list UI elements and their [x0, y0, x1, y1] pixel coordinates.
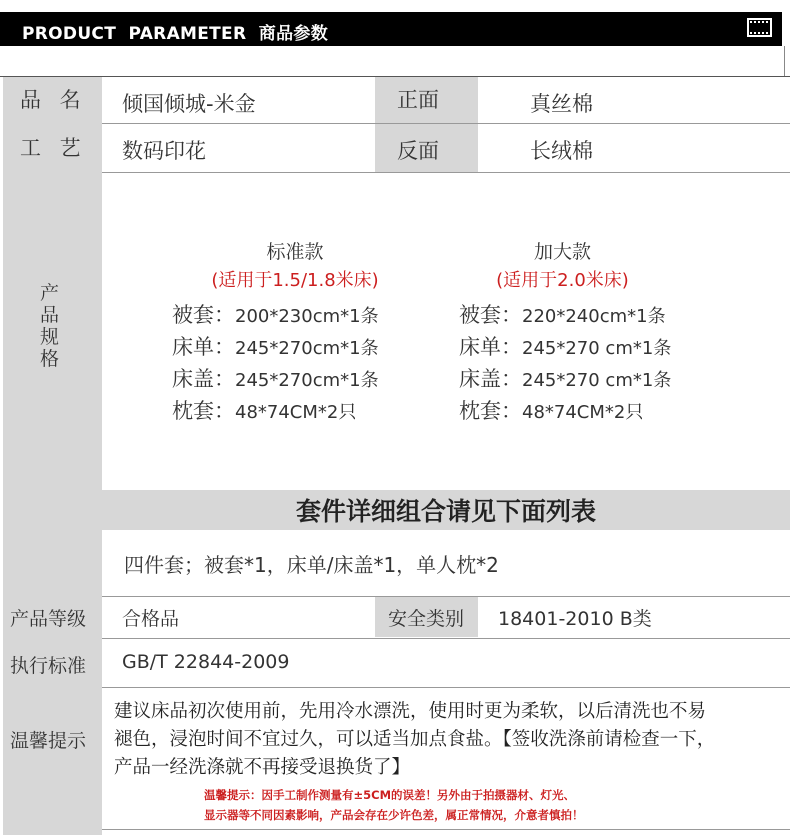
spec-standard-item: [172, 300, 430, 332]
spec-large-subtitle: (适用于2.0米床): [496, 270, 629, 291]
divider: [102, 687, 790, 688]
spec-standard-item: [172, 396, 430, 428]
standard-label: 执行标准: [10, 655, 87, 677]
tips-label: 温馨提示: [10, 730, 87, 752]
safety-value: 18401-2010 B类: [498, 608, 652, 630]
name-value: 倾国倾城-米金: [122, 92, 256, 116]
divider: [102, 638, 790, 639]
label-column: [3, 77, 102, 835]
back-value: 长绒棉: [530, 139, 593, 163]
spec-standard-subtitle: (适用于1.5/1.8米床): [211, 270, 379, 291]
front-value: 真丝棉: [530, 92, 593, 116]
tips-line: 褪色，浸泡时间不宜过久，可以适当加点食盐。【签收洗涤前请检查一下，: [114, 729, 716, 750]
tips-text: [114, 698, 715, 782]
spec-large-item-value: 220*240cm*1条: [522, 306, 666, 327]
divider: [102, 172, 790, 173]
divider: [102, 829, 790, 830]
spec-standard-item-value: 200*230cm*1条: [235, 306, 379, 327]
spec-standard-item-value: 48*74CM*2只: [235, 402, 357, 423]
divider: [102, 123, 790, 124]
divider: [784, 46, 785, 76]
spec-standard-item-key: 床盖：: [172, 367, 235, 391]
spec-standard-item-key: 枕套：: [172, 399, 235, 423]
spec-standard-title: 标准款: [266, 241, 324, 263]
section-header: [0, 12, 782, 46]
spec-large-item: [459, 396, 725, 428]
name-label: 品 名: [20, 88, 87, 112]
grade-value: 合格品: [122, 608, 180, 630]
spec-large-item: [459, 300, 725, 332]
tips-warning-line: 温馨提示：因手工制作测量有±5CM的误差！另外由于拍摄器材、灯光、: [204, 788, 576, 802]
set-detail-content: 四件套；被套*1，床单/床盖*1，单人枕*2: [124, 553, 499, 577]
spec-standard-item: [172, 332, 430, 364]
spec-standard-item-value: 245*270cm*1条: [235, 370, 379, 391]
film-strip-icon: [747, 18, 772, 37]
spec-large-item-value: 245*270 cm*1条: [522, 370, 672, 391]
tips-line: 建议床品初次使用前，先用冷水漂洗，使用时更为柔软，以后清洗也不易: [114, 701, 707, 722]
spec-large-item-value: 48*74CM*2只: [522, 402, 644, 423]
spec-large-item-key: 床单：: [459, 335, 522, 359]
spec-large-item-key: 枕套：: [459, 399, 522, 423]
spec-large-item-value: 245*270 cm*1条: [522, 338, 672, 359]
spec-standard-item-key: 被套：: [172, 303, 235, 327]
spec-large: [455, 237, 725, 428]
spec-large-title: 加大款: [533, 241, 591, 263]
spec-large-item-key: 被套：: [459, 303, 522, 327]
tips-line: 产品一经洗涤就不再接受退换货了】: [114, 757, 411, 778]
spec-standard-item-value: 245*270cm*1条: [235, 338, 379, 359]
front-label: 正面: [397, 88, 439, 112]
spec-large-item-key: 床盖：: [459, 367, 522, 391]
spec-label: 产品规格: [40, 282, 60, 370]
grade-label: 产品等级: [10, 608, 87, 630]
spec-standard-item-key: 床单：: [172, 335, 235, 359]
set-detail-banner-text: 套件详细组合请见下面列表: [295, 497, 596, 526]
spec-large-item: [459, 364, 725, 396]
safety-label: 安全类别: [388, 608, 465, 630]
spec-standard: [160, 237, 430, 428]
tips-warning-line: 显示器等不同因素影响，产品会存在少许色差，属正常情况，介意者慎拍！: [204, 808, 584, 822]
standard-value: GB/T 22844-2009: [122, 651, 290, 673]
section-title: PRODUCT PARAMETER 商品参数: [22, 24, 328, 44]
craft-value: 数码印花: [122, 139, 206, 163]
tips-warning: [204, 785, 584, 825]
spec-large-item: [459, 332, 725, 364]
back-label: 反面: [397, 139, 439, 163]
spec-standard-item: [172, 364, 430, 396]
craft-label: 工 艺: [20, 136, 87, 160]
